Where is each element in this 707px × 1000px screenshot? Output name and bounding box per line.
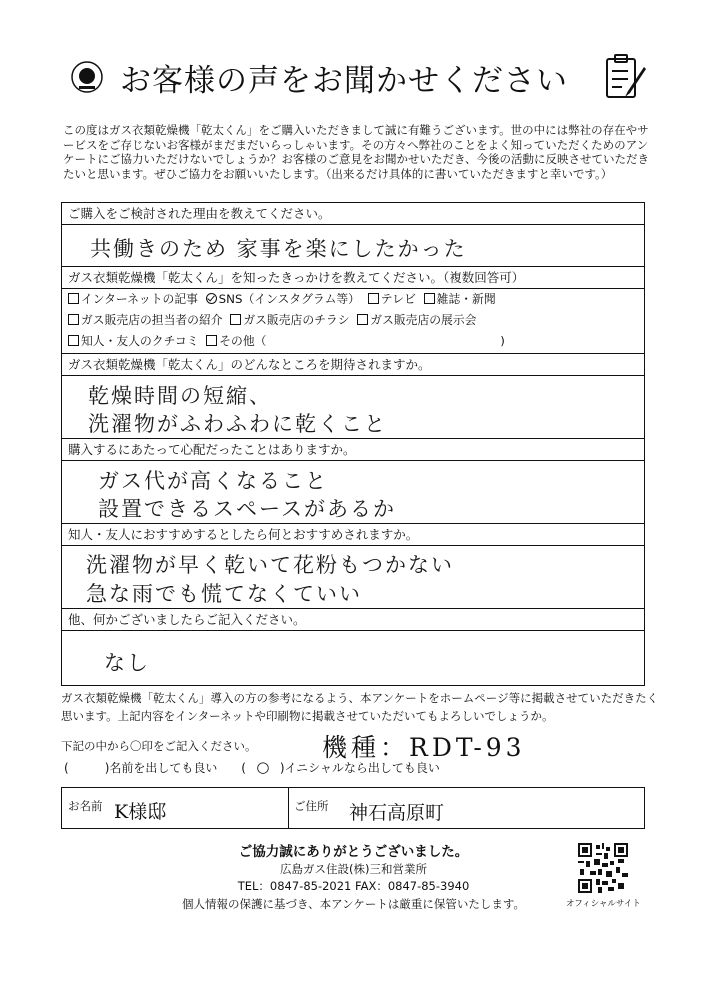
other-label: 他、何かございましたらご記入ください。 (62, 609, 644, 631)
expect-label: ガス衣類乾燥機「乾太くん」のどんなところを期待されますか。 (62, 354, 644, 376)
address-field[interactable] (289, 788, 644, 828)
reason-label: ご購入をご検討された理由を教えてください。 (62, 203, 644, 225)
checkbox-icon[interactable] (230, 314, 241, 325)
checkbox-icon[interactable] (68, 293, 79, 304)
worry-answer-line-1: ガス代が高くなること (98, 469, 328, 493)
choose-instruction: 下記の中から〇印をご記入ください。 (61, 739, 257, 753)
name-value: K様邸 (114, 801, 167, 823)
checkbox-checked-icon[interactable] (206, 293, 217, 304)
option-exhibition[interactable]: ガス販売店の展示会 (357, 313, 476, 327)
round-stamp-icon (70, 60, 104, 94)
worry-answer-line-2: 設置できるスペースがあるか (98, 497, 396, 521)
privacy-note: 個人情報の保護に基づき、本アンケートは厳重に保管いたします。 (182, 897, 525, 911)
trigger-options-row-3 (62, 331, 644, 352)
other-answer: なし (104, 651, 150, 675)
publication-choices (64, 758, 440, 776)
name-label: お名前 (68, 799, 103, 813)
checkbox-icon[interactable] (206, 335, 217, 346)
trigger-label: ガス衣類乾燥機「乾太くん」を知ったきっかけを教えてください。（複数回答可） (62, 267, 644, 289)
address-label: ご住所 (294, 799, 329, 813)
option-tv[interactable]: テレビ (368, 292, 416, 306)
option-magazine[interactable]: 雑誌・新聞 (424, 292, 496, 306)
recommend-answer-area[interactable] (62, 546, 644, 609)
page-title: お客様の声をお聞かせください (120, 63, 568, 99)
checkbox-icon[interactable] (357, 314, 368, 325)
intro-text: この度はガス衣類乾燥機「乾太くん」をご購入いただきまして誠に有難うございます。世の中には弊社の存在やサービスをご存じないお客様がまだまだいらっしゃいます。その方々へ弊社のことをよく知っていただくためのアンケートにご協力いただけないでしょうか？お客様のご意見をお聞かせいただき、今後の活動に反映させていただきたいと思います。ぜひご協力をお願いいたします。（出来るだけ具体的に書いていただきますと幸いです。） (63, 123, 650, 181)
qr-caption: オフィシャルサイト (566, 899, 641, 909)
trigger-options (62, 289, 644, 354)
publication-note: ガス衣類乾燥機「乾太くん」導入の方の参考になるよう、本アンケートをホームページ等に掲載させていただきたく思います。上記内容をインターネットや印刷物に掲載させていただいてもよろしいでしょうか。 (61, 691, 659, 723)
clipboard-pencil-icon (604, 53, 648, 101)
choice-initial-mark[interactable]: ○ (256, 758, 270, 776)
model-number: 機種：RDT-93 (322, 733, 526, 762)
option-staff[interactable]: ガス販売店の担当者の紹介 (68, 313, 223, 327)
trigger-options-row-1 (62, 289, 644, 310)
address-value: 神石高原町 (349, 802, 445, 824)
option-word-of-mouth[interactable]: 知人・友人のクチコミ (68, 334, 199, 348)
recommend-answer-line-2: 急な雨でも慌てなくていい (86, 582, 362, 606)
checkbox-icon[interactable] (424, 293, 435, 304)
option-other[interactable]: その他（ (206, 334, 266, 348)
contact-numbers: TEL：0847-85-2021 FAX：0847-85-3940 (237, 879, 470, 893)
expect-answer-line-2: 洗濯物がふわふわに乾くこと (88, 412, 387, 436)
expect-answer-line-1: 乾燥時間の短縮、 (88, 384, 272, 408)
option-flyer[interactable]: ガス販売店のチラシ (230, 313, 349, 327)
survey-form (61, 202, 645, 686)
recommend-label: 知人・友人におすすめするとしたら何とおすすめされますか。 (62, 524, 644, 546)
option-sns[interactable]: SNS（インスタグラム等） (206, 292, 360, 306)
other-close-paren: ) (500, 334, 505, 348)
checkbox-icon[interactable] (68, 314, 79, 325)
thanks-message: ご協力誠にありがとうございました。 (238, 844, 469, 860)
choice-initial[interactable]: ( ○ )イニシャルなら出しても良い (241, 758, 440, 776)
other-answer-area[interactable] (62, 631, 644, 685)
trigger-options-row-2 (62, 310, 644, 331)
name-address-box (61, 787, 645, 829)
worry-label: 購入するにあたって心配だったことはありますか。 (62, 439, 644, 461)
expect-answer-area[interactable] (62, 376, 644, 439)
choice-name[interactable]: ( )名前を出しても良い (64, 761, 218, 775)
checkbox-icon[interactable] (68, 335, 79, 346)
recommend-answer-line-1: 洗濯物が早く乾いて花粉もつかない (86, 553, 454, 577)
qr-code-icon[interactable] (578, 843, 628, 893)
reason-answer-area[interactable] (62, 225, 644, 267)
worry-answer-area[interactable] (62, 461, 644, 524)
option-internet[interactable]: インターネットの記事 (68, 292, 198, 306)
reason-answer: 共働きのため 家事を楽にしたかった (90, 237, 467, 261)
name-field[interactable] (62, 788, 289, 828)
company-name: 広島ガス住設(株)三和営業所 (280, 862, 427, 876)
checkbox-icon[interactable] (368, 293, 379, 304)
